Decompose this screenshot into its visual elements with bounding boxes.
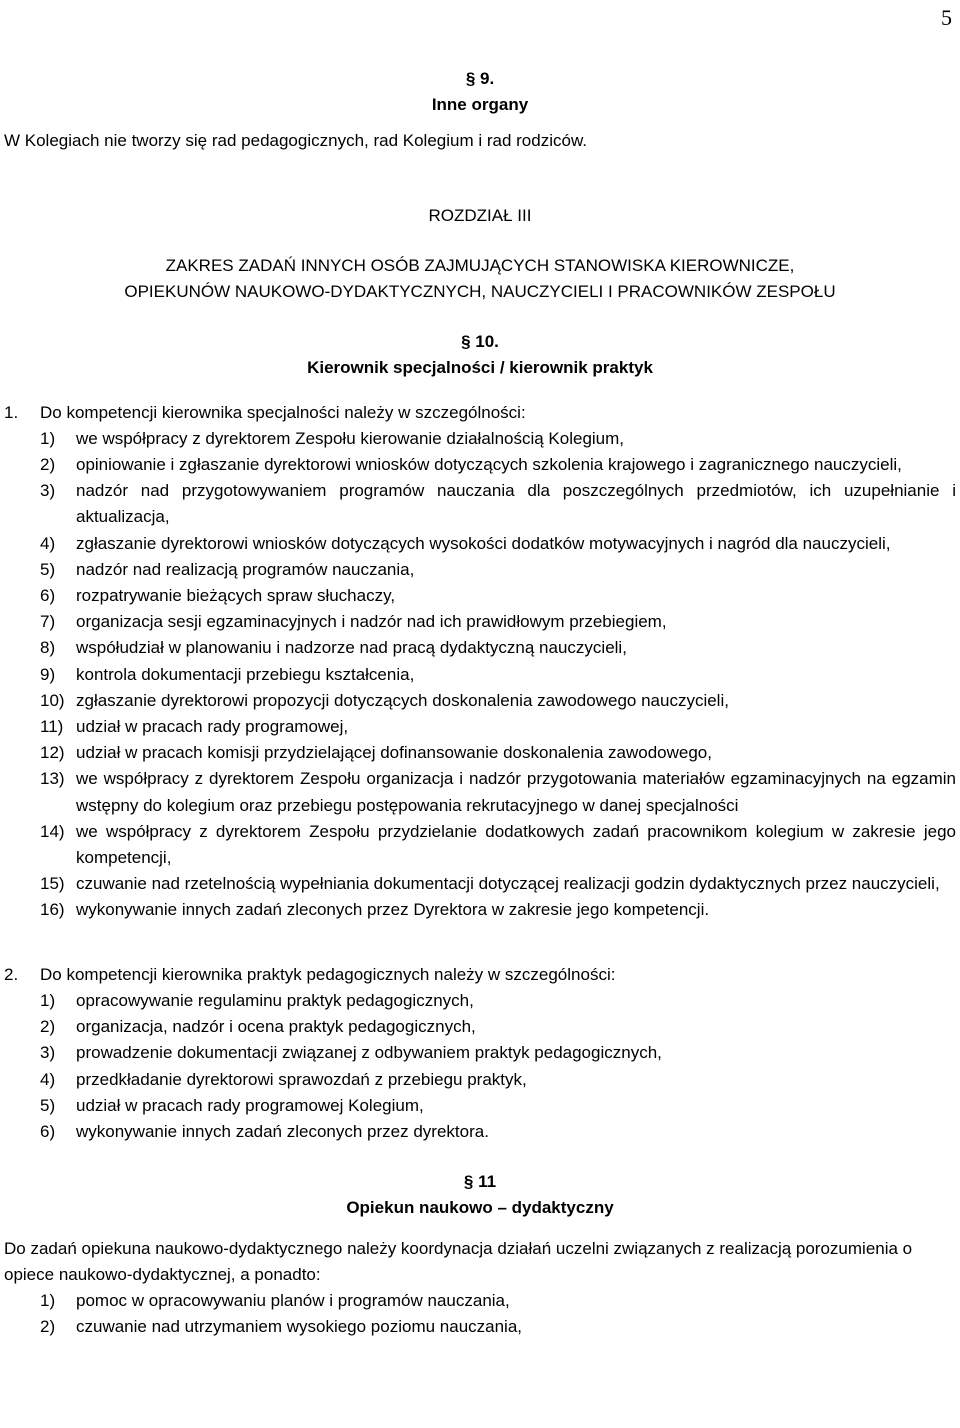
list-item-number: 1) — [40, 990, 56, 1010]
list-item-text: udział w pracach rady programowej, — [76, 717, 349, 737]
list-item-number: 10) — [40, 690, 65, 710]
list-item — [4, 1067, 956, 1093]
list-item-text: organizacja sesji egzaminacyjnych i nadzór nad ich prawidłowym przebiegiem, — [76, 612, 667, 632]
list-item-number: 12) — [40, 743, 65, 763]
section-10-number: § 10. — [461, 332, 499, 352]
list-item-number: 8) — [40, 638, 56, 658]
list-item-text: wykonywanie innych zadań zleconych przez Dyrektora w zakresie jego kompetencji. — [76, 900, 710, 920]
list-item-text: udział w pracach komisji przydzielającej dofinansowanie doskonalenia zawodowego, — [76, 743, 712, 763]
list-item — [4, 426, 956, 452]
list-item-text: kontrola dokumentacji przebiegu kształcenia, — [76, 664, 415, 684]
document-body — [4, 66, 956, 1340]
chapter-label: ROZDZIAŁ III — [428, 205, 532, 225]
list-item — [4, 871, 956, 897]
list-item-text: współudział w planowaniu i nadzorze nad pracą dydaktyczną nauczycieli, — [76, 638, 627, 658]
list-item — [4, 557, 956, 583]
section-10-points — [4, 400, 956, 426]
list-item — [4, 740, 956, 766]
list-item — [4, 688, 956, 714]
section-9-title: Inne organy — [431, 95, 529, 115]
list-item — [4, 988, 956, 1014]
list-item — [4, 609, 956, 635]
list-item-text: czuwanie nad rzetelnością wypełniania dokumentacji dotyczącej realizacji godzin dydaktycznych przez nauczycieli, — [76, 874, 940, 894]
list-item-text: we współpracy z dyrektorem Zespołu przydzielanie dodatkowych zadań pracownikom kolegium w zakresie jego kompetencji, — [76, 821, 956, 868]
list-item — [4, 1288, 956, 1314]
list-item-text: pomoc w opracowywaniu planów i programów nauczania, — [76, 1290, 510, 1310]
list-item-number: 14) — [40, 821, 65, 841]
list-item-number: 7) — [40, 612, 56, 632]
list-item-number: 3) — [40, 481, 56, 501]
section-10-points-2 — [4, 962, 956, 988]
list-item-number: 2) — [40, 455, 56, 475]
list-item — [4, 635, 956, 661]
list-item-text: czuwanie nad utrzymaniem wysokiego poziomu nauczania, — [76, 1317, 523, 1337]
list-item — [4, 897, 956, 923]
list-item — [4, 583, 956, 609]
list-item-text: prowadzenie dokumentacji związanej z odbywaniem praktyk pedagogicznych, — [76, 1043, 662, 1063]
section-11-list — [4, 1288, 956, 1340]
page-number: 5 — [941, 5, 952, 30]
list-item-text: we współpracy z dyrektorem Zespołu kierowanie działalnością Kolegium, — [76, 428, 625, 448]
section-9-text: W Kolegiach nie tworzy się rad pedagogicznych, rad Kolegium i rad rodziców. — [4, 131, 588, 151]
section-11-title: Opiekun naukowo – dydaktyczny — [346, 1198, 614, 1218]
list-item — [4, 478, 956, 530]
list-item-number: 1) — [40, 428, 56, 448]
list-item-number: 6) — [40, 1121, 56, 1141]
chapter-title-line-1: ZAKRES ZADAŃ INNYCH OSÓB ZAJMUJĄCYCH STANOWISKA KIEROWNICZE, — [165, 255, 795, 275]
section-11-intro: Do zadań opiekuna naukowo-dydaktycznego należy koordynacja działań uczelni związanych z realizacją porozumienia o opiece naukowo-dydaktycznej, a ponadto: — [4, 1238, 913, 1284]
section-10-point-1-list — [4, 426, 956, 924]
list-item-number: 4) — [40, 1069, 56, 1089]
list-item — [4, 452, 956, 478]
list-item-number: 11) — [40, 717, 64, 737]
list-item-text: zgłaszanie dyrektorowi propozycji dotyczących doskonalenia zawodowego nauczycieli, — [76, 690, 729, 710]
list-item-number: 16) — [40, 900, 65, 920]
chapter-title-line-2: OPIEKUNÓW NAUKOWO-DYDAKTYCZNYCH, NAUCZYCIELI I PRACOWNIKÓW ZESPOŁU — [124, 282, 836, 302]
point-number: 1. — [4, 402, 19, 422]
list-item-number: 2) — [40, 1017, 56, 1037]
list-item-number: 13) — [40, 769, 65, 789]
list-item — [4, 662, 956, 688]
list-item — [4, 1014, 956, 1040]
list-item — [4, 766, 956, 818]
list-item-number: 5) — [40, 559, 56, 579]
list-item-text: nadzór nad realizacją programów nauczania, — [76, 559, 415, 579]
point-number: 2. — [4, 964, 19, 984]
list-item — [4, 714, 956, 740]
list-item-number: 15) — [40, 874, 65, 894]
list-item-text: wykonywanie innych zadań zleconych przez dyrektora. — [76, 1121, 489, 1141]
list-item-text: organizacja, nadzór i ocena praktyk pedagogicznych, — [76, 1017, 476, 1037]
list-item — [4, 1314, 956, 1340]
list-item-text: we współpracy z dyrektorem Zespołu organizacja i nadzór przygotowania materiałów egzaminacyjnych na egzamin wstępny do kolegium oraz przebiegu postępowania rekrutacyjnego w danej specjalności — [76, 769, 956, 815]
list-item-text: udział w pracach rady programowej Kolegium, — [76, 1095, 424, 1115]
list-item — [4, 1040, 956, 1066]
list-item — [4, 819, 956, 871]
section-10-title: Kierownik specjalności / kierownik praktyk — [307, 358, 653, 378]
list-item-number: 5) — [40, 1095, 56, 1115]
list-item — [4, 531, 956, 557]
list-item-number: 1) — [40, 1290, 56, 1310]
section-11-number: § 11 — [463, 1172, 497, 1192]
list-item-number: 6) — [40, 586, 56, 606]
list-item-number: 2) — [40, 1317, 56, 1337]
list-item-text: rozpatrywanie bieżących spraw słuchaczy, — [76, 586, 396, 606]
list-item-number: 9) — [40, 664, 56, 684]
list-item-text: opracowywanie regulaminu praktyk pedagogicznych, — [76, 990, 474, 1010]
list-item — [4, 1119, 956, 1145]
list-item-text: opiniowanie i zgłaszanie dyrektorowi wniosków dotyczących szkolenia krajowego i zagranicznego nauczycieli, — [76, 455, 902, 475]
list-item-text: zgłaszanie dyrektorowi wniosków dotyczących wysokości dodatków motywacyjnych i nagród dla nauczycieli, — [76, 533, 891, 553]
list-item-number: 4) — [40, 533, 56, 553]
list-item-text: nadzór nad przygotowywaniem programów nauczania dla poszczególnych przedmiotów, ich uzupełnianie i aktualizacja, — [76, 481, 956, 527]
section-9-number: § 9. — [465, 69, 495, 88]
list-item-text: przedkładanie dyrektorowi sprawozdań z przebiegu praktyk, — [76, 1069, 527, 1089]
point-intro: Do kompetencji kierownika specjalności należy w szczególności: — [40, 402, 526, 422]
point-intro: Do kompetencji kierownika praktyk pedagogicznych należy w szczególności: — [40, 964, 616, 984]
section-10-point-2-list — [4, 988, 956, 1145]
list-item-number: 3) — [40, 1043, 56, 1063]
section-10-point-2 — [4, 962, 956, 988]
section-10-point-1 — [4, 400, 956, 426]
list-item — [4, 1093, 956, 1119]
